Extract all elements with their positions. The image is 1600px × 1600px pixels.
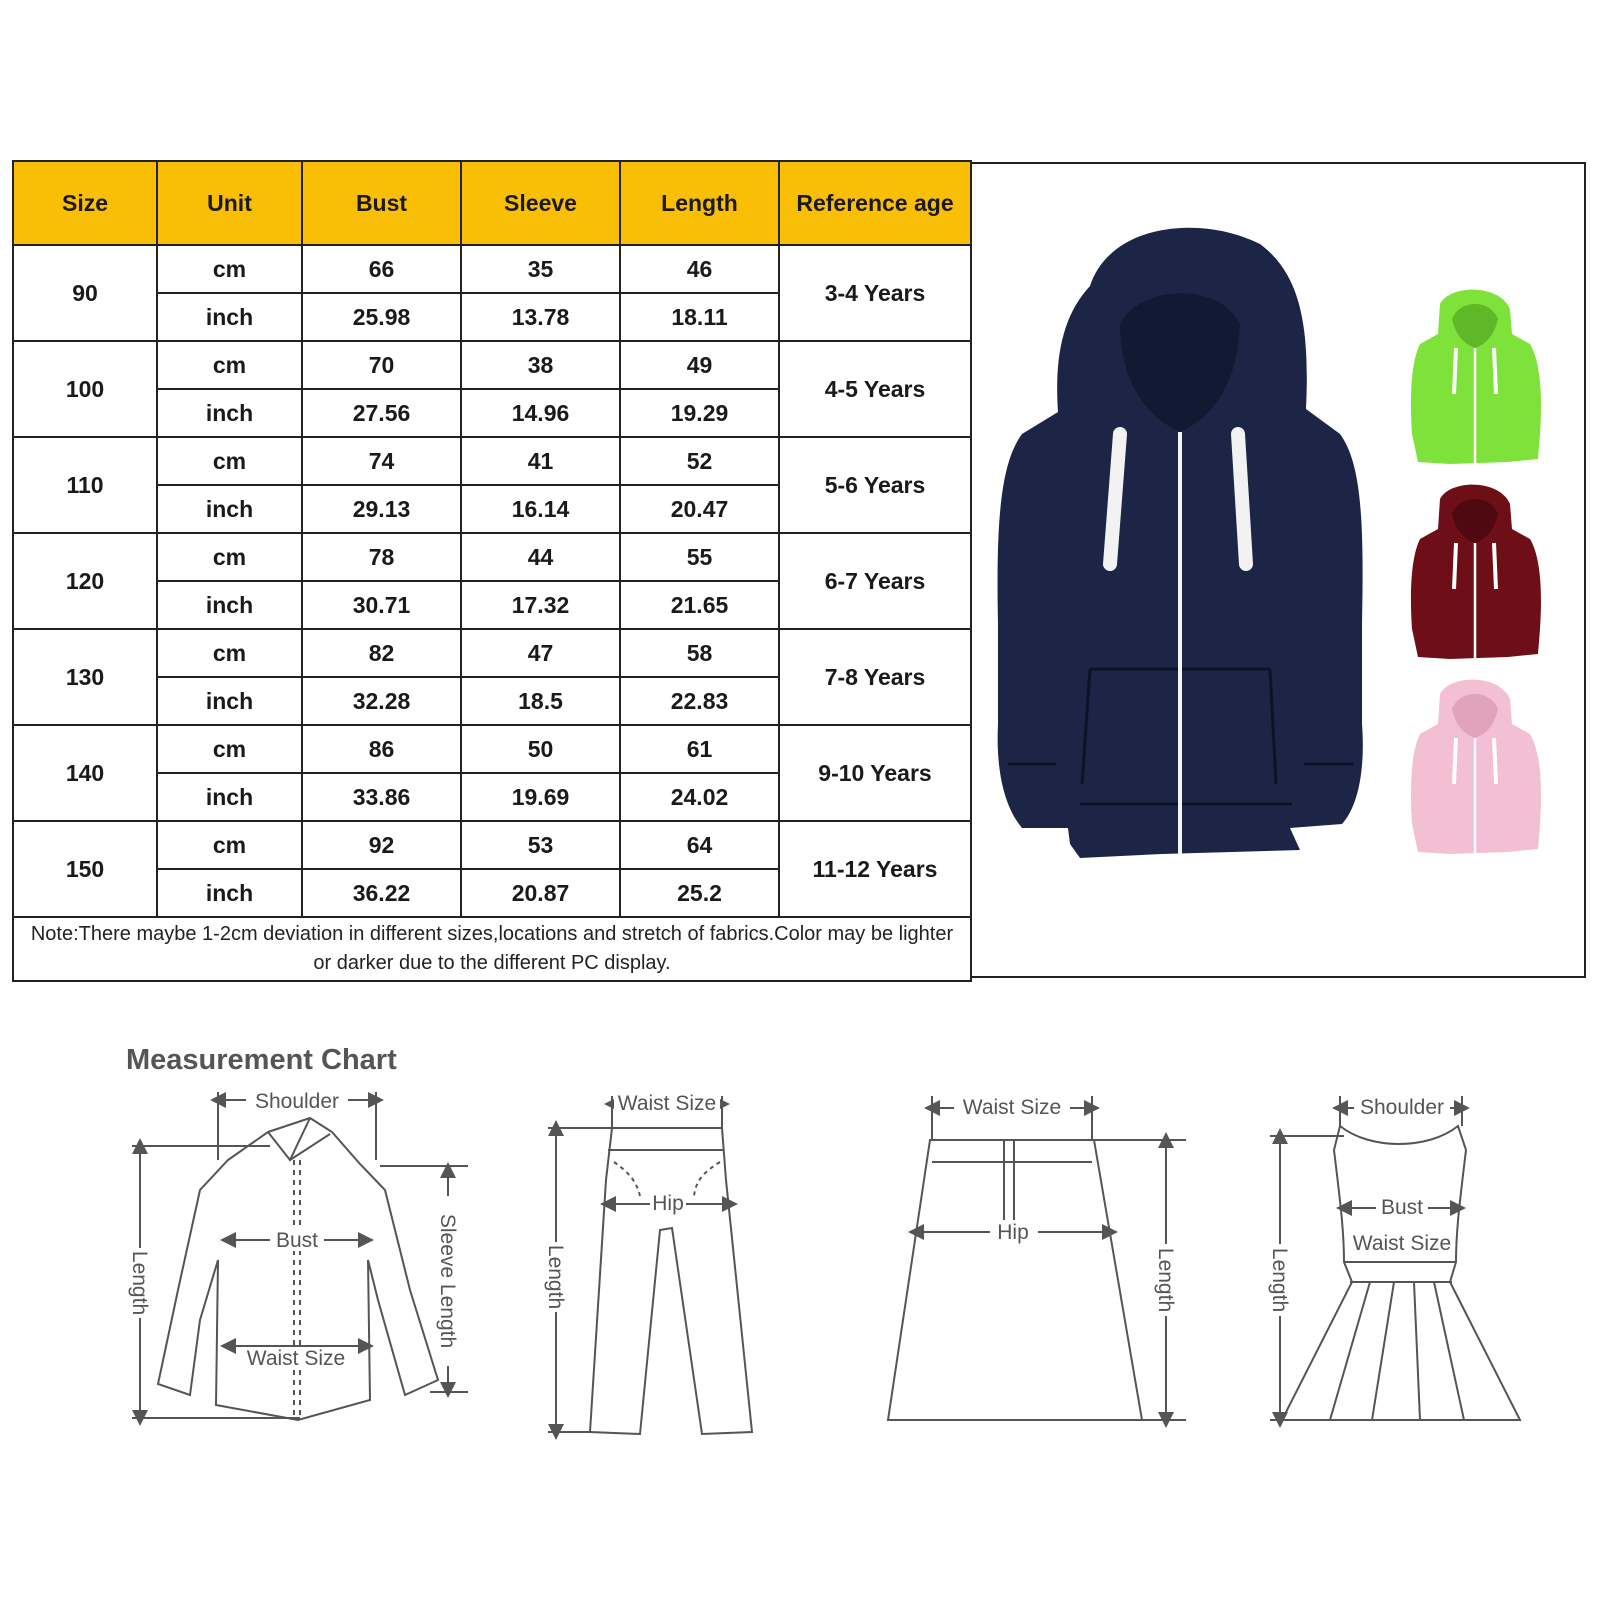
unit-cell: cm (157, 821, 302, 869)
age-cell: 5-6 Years (779, 437, 971, 533)
unit-cell: cm (157, 725, 302, 773)
dress-length-label: Length (1268, 1247, 1291, 1313)
dress-bust-label: Bust (1380, 1196, 1424, 1219)
age-cell: 9-10 Years (779, 725, 971, 821)
bust-cell: 33.86 (302, 773, 461, 821)
shirt-length-label: Length (128, 1250, 151, 1316)
navy-hoodie-image (998, 228, 1363, 858)
age-cell: 7-8 Years (779, 629, 971, 725)
length-cell: 19.29 (620, 389, 779, 437)
skirt-hip-label: Hip (997, 1221, 1029, 1244)
bust-cell: 25.98 (302, 293, 461, 341)
unit-cell: cm (157, 437, 302, 485)
product-images (970, 164, 1586, 980)
bust-cell: 92 (302, 821, 461, 869)
length-cell: 61 (620, 725, 779, 773)
size-cell: 150 (13, 821, 157, 917)
header-sleeve: Sleeve (461, 161, 620, 245)
size-cell: 100 (13, 341, 157, 437)
sleeve-cell: 53 (461, 821, 620, 869)
measurement-chart-title: Measurement Chart (126, 1044, 397, 1076)
sleeve-cell: 17.32 (461, 581, 620, 629)
skirt-diagram (888, 1096, 1186, 1420)
bust-cell: 36.22 (302, 869, 461, 917)
size-cell: 120 (13, 533, 157, 629)
unit-cell: cm (157, 629, 302, 677)
sleeve-cell: 44 (461, 533, 620, 581)
unit-cell: inch (157, 677, 302, 725)
shirt-sleeve-length-label: Sleeve Length (436, 1213, 459, 1349)
size-table (12, 160, 972, 982)
maroon-hoodie-image (1411, 485, 1541, 659)
header-length: Length (620, 161, 779, 245)
unit-cell: inch (157, 485, 302, 533)
length-cell: 49 (620, 341, 779, 389)
green-hoodie-image (1411, 290, 1541, 464)
sleeve-cell: 18.5 (461, 677, 620, 725)
table-row (13, 533, 971, 581)
unit-cell: inch (157, 581, 302, 629)
table-header-row (13, 161, 971, 245)
age-cell: 4-5 Years (779, 341, 971, 437)
length-cell: 64 (620, 821, 779, 869)
diagram-labels (128, 1090, 1451, 1370)
bust-cell: 82 (302, 629, 461, 677)
bust-cell: 70 (302, 341, 461, 389)
size-cell: 140 (13, 725, 157, 821)
size-cell: 110 (13, 437, 157, 533)
note-row (13, 917, 971, 981)
length-cell: 20.47 (620, 485, 779, 533)
dress-outline (1282, 1126, 1520, 1420)
sleeve-cell: 41 (461, 437, 620, 485)
table-row (13, 245, 971, 293)
table-row (13, 341, 971, 389)
shirt-waist-label: Waist Size (246, 1347, 346, 1370)
unit-cell: cm (157, 341, 302, 389)
age-cell: 11-12 Years (779, 821, 971, 917)
sleeve-cell: 38 (461, 341, 620, 389)
table-row (13, 629, 971, 677)
table-row (13, 725, 971, 773)
sleeve-cell: 19.69 (461, 773, 620, 821)
bust-cell: 32.28 (302, 677, 461, 725)
dress-diagram (1270, 1096, 1520, 1420)
table-row (13, 821, 971, 869)
dress-waist-label: Waist Size (1352, 1232, 1452, 1255)
length-cell: 18.11 (620, 293, 779, 341)
shirt-diagram (132, 1092, 468, 1420)
size-cell: 130 (13, 629, 157, 725)
sleeve-cell: 20.87 (461, 869, 620, 917)
unit-cell: inch (157, 293, 302, 341)
unit-cell: inch (157, 869, 302, 917)
table-row (13, 437, 971, 485)
length-cell: 25.2 (620, 869, 779, 917)
bust-cell: 86 (302, 725, 461, 773)
sleeve-cell: 47 (461, 629, 620, 677)
bust-cell: 74 (302, 437, 461, 485)
pants-hip-label: Hip (652, 1192, 684, 1215)
size-cell: 90 (13, 245, 157, 341)
pants-outline (590, 1128, 752, 1434)
bust-cell: 66 (302, 245, 461, 293)
shirt-shoulder-label: Shoulder (254, 1090, 340, 1113)
pants-diagram (548, 1096, 752, 1434)
header-size: Size (13, 161, 157, 245)
length-cell: 21.65 (620, 581, 779, 629)
product-image-panel (970, 162, 1586, 978)
length-cell: 46 (620, 245, 779, 293)
skirt-waist-label: Waist Size (962, 1096, 1062, 1119)
unit-cell: cm (157, 533, 302, 581)
unit-cell: inch (157, 389, 302, 437)
measurement-diagrams (0, 1080, 1600, 1460)
note-text: Note:There maybe 1-2cm deviation in different sizes,locations and stretch of fabrics.Color may be lighter or darker due to the different PC display. (13, 917, 971, 981)
pink-hoodie-image (1411, 680, 1541, 854)
shirt-outline (158, 1118, 438, 1420)
bust-cell: 29.13 (302, 485, 461, 533)
pants-waist-label: Waist Size (617, 1092, 717, 1115)
length-cell: 24.02 (620, 773, 779, 821)
bust-cell: 78 (302, 533, 461, 581)
header-unit: Unit (157, 161, 302, 245)
sleeve-cell: 16.14 (461, 485, 620, 533)
sleeve-cell: 50 (461, 725, 620, 773)
shirt-bust-label: Bust (275, 1229, 319, 1252)
header-reference-age: Reference age (779, 161, 971, 245)
bust-cell: 30.71 (302, 581, 461, 629)
sleeve-cell: 14.96 (461, 389, 620, 437)
pants-length-label: Length (544, 1244, 567, 1310)
age-cell: 3-4 Years (779, 245, 971, 341)
length-cell: 55 (620, 533, 779, 581)
header-bust: Bust (302, 161, 461, 245)
bust-cell: 27.56 (302, 389, 461, 437)
unit-cell: inch (157, 773, 302, 821)
age-cell: 6-7 Years (779, 533, 971, 629)
dress-shoulder-label: Shoulder (1359, 1096, 1445, 1119)
length-cell: 52 (620, 437, 779, 485)
sleeve-cell: 13.78 (461, 293, 620, 341)
sleeve-cell: 35 (461, 245, 620, 293)
length-cell: 58 (620, 629, 779, 677)
length-cell: 22.83 (620, 677, 779, 725)
skirt-length-label: Length (1154, 1247, 1177, 1313)
unit-cell: cm (157, 245, 302, 293)
